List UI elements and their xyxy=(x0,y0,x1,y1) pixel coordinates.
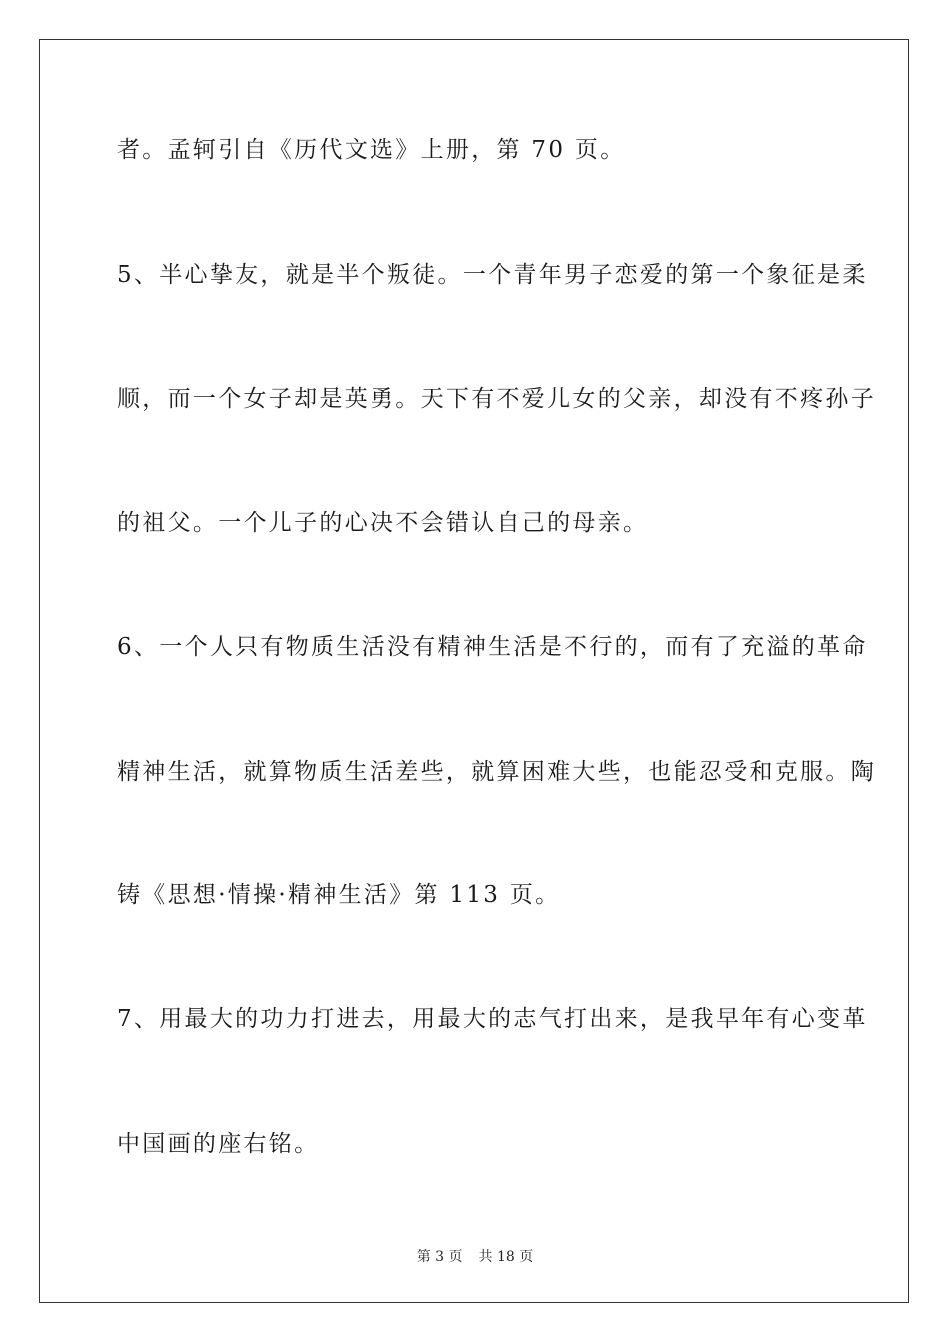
text-line: 铸《思想·情操·精神生活》第 113 页。 xyxy=(117,882,561,908)
text-line: 6、一个人只有物质生活没有精神生活是不行的，而有了充溢的革命 xyxy=(117,634,868,660)
page-border xyxy=(39,39,909,1303)
page-footer xyxy=(0,1248,950,1266)
text-line: 5、半心挚友，就是半个叛徒。一个青年男子恋爱的第一个象征是柔 xyxy=(117,262,868,288)
text-line: 顺，而一个女子却是英勇。天下有不爱儿女的父亲，却没有不疼孙子 xyxy=(117,386,876,412)
page-total: 共 18 页 xyxy=(478,1249,534,1265)
page-number: 第 3 页 xyxy=(416,1249,463,1265)
text-line: 者。孟轲引自《历代文选》上册，第 70 页。 xyxy=(117,137,626,163)
text-line: 7、用最大的功力打进去，用最大的志气打出来，是我早年有心变革 xyxy=(117,1006,868,1032)
text-line: 精神生活，就算物质生活差些，就算困难大些，也能忍受和克服。陶 xyxy=(117,759,876,785)
text-line: 的祖父。一个儿子的心决不会错认自己的母亲。 xyxy=(117,510,649,536)
text-line: 中国画的座右铭。 xyxy=(117,1131,320,1157)
